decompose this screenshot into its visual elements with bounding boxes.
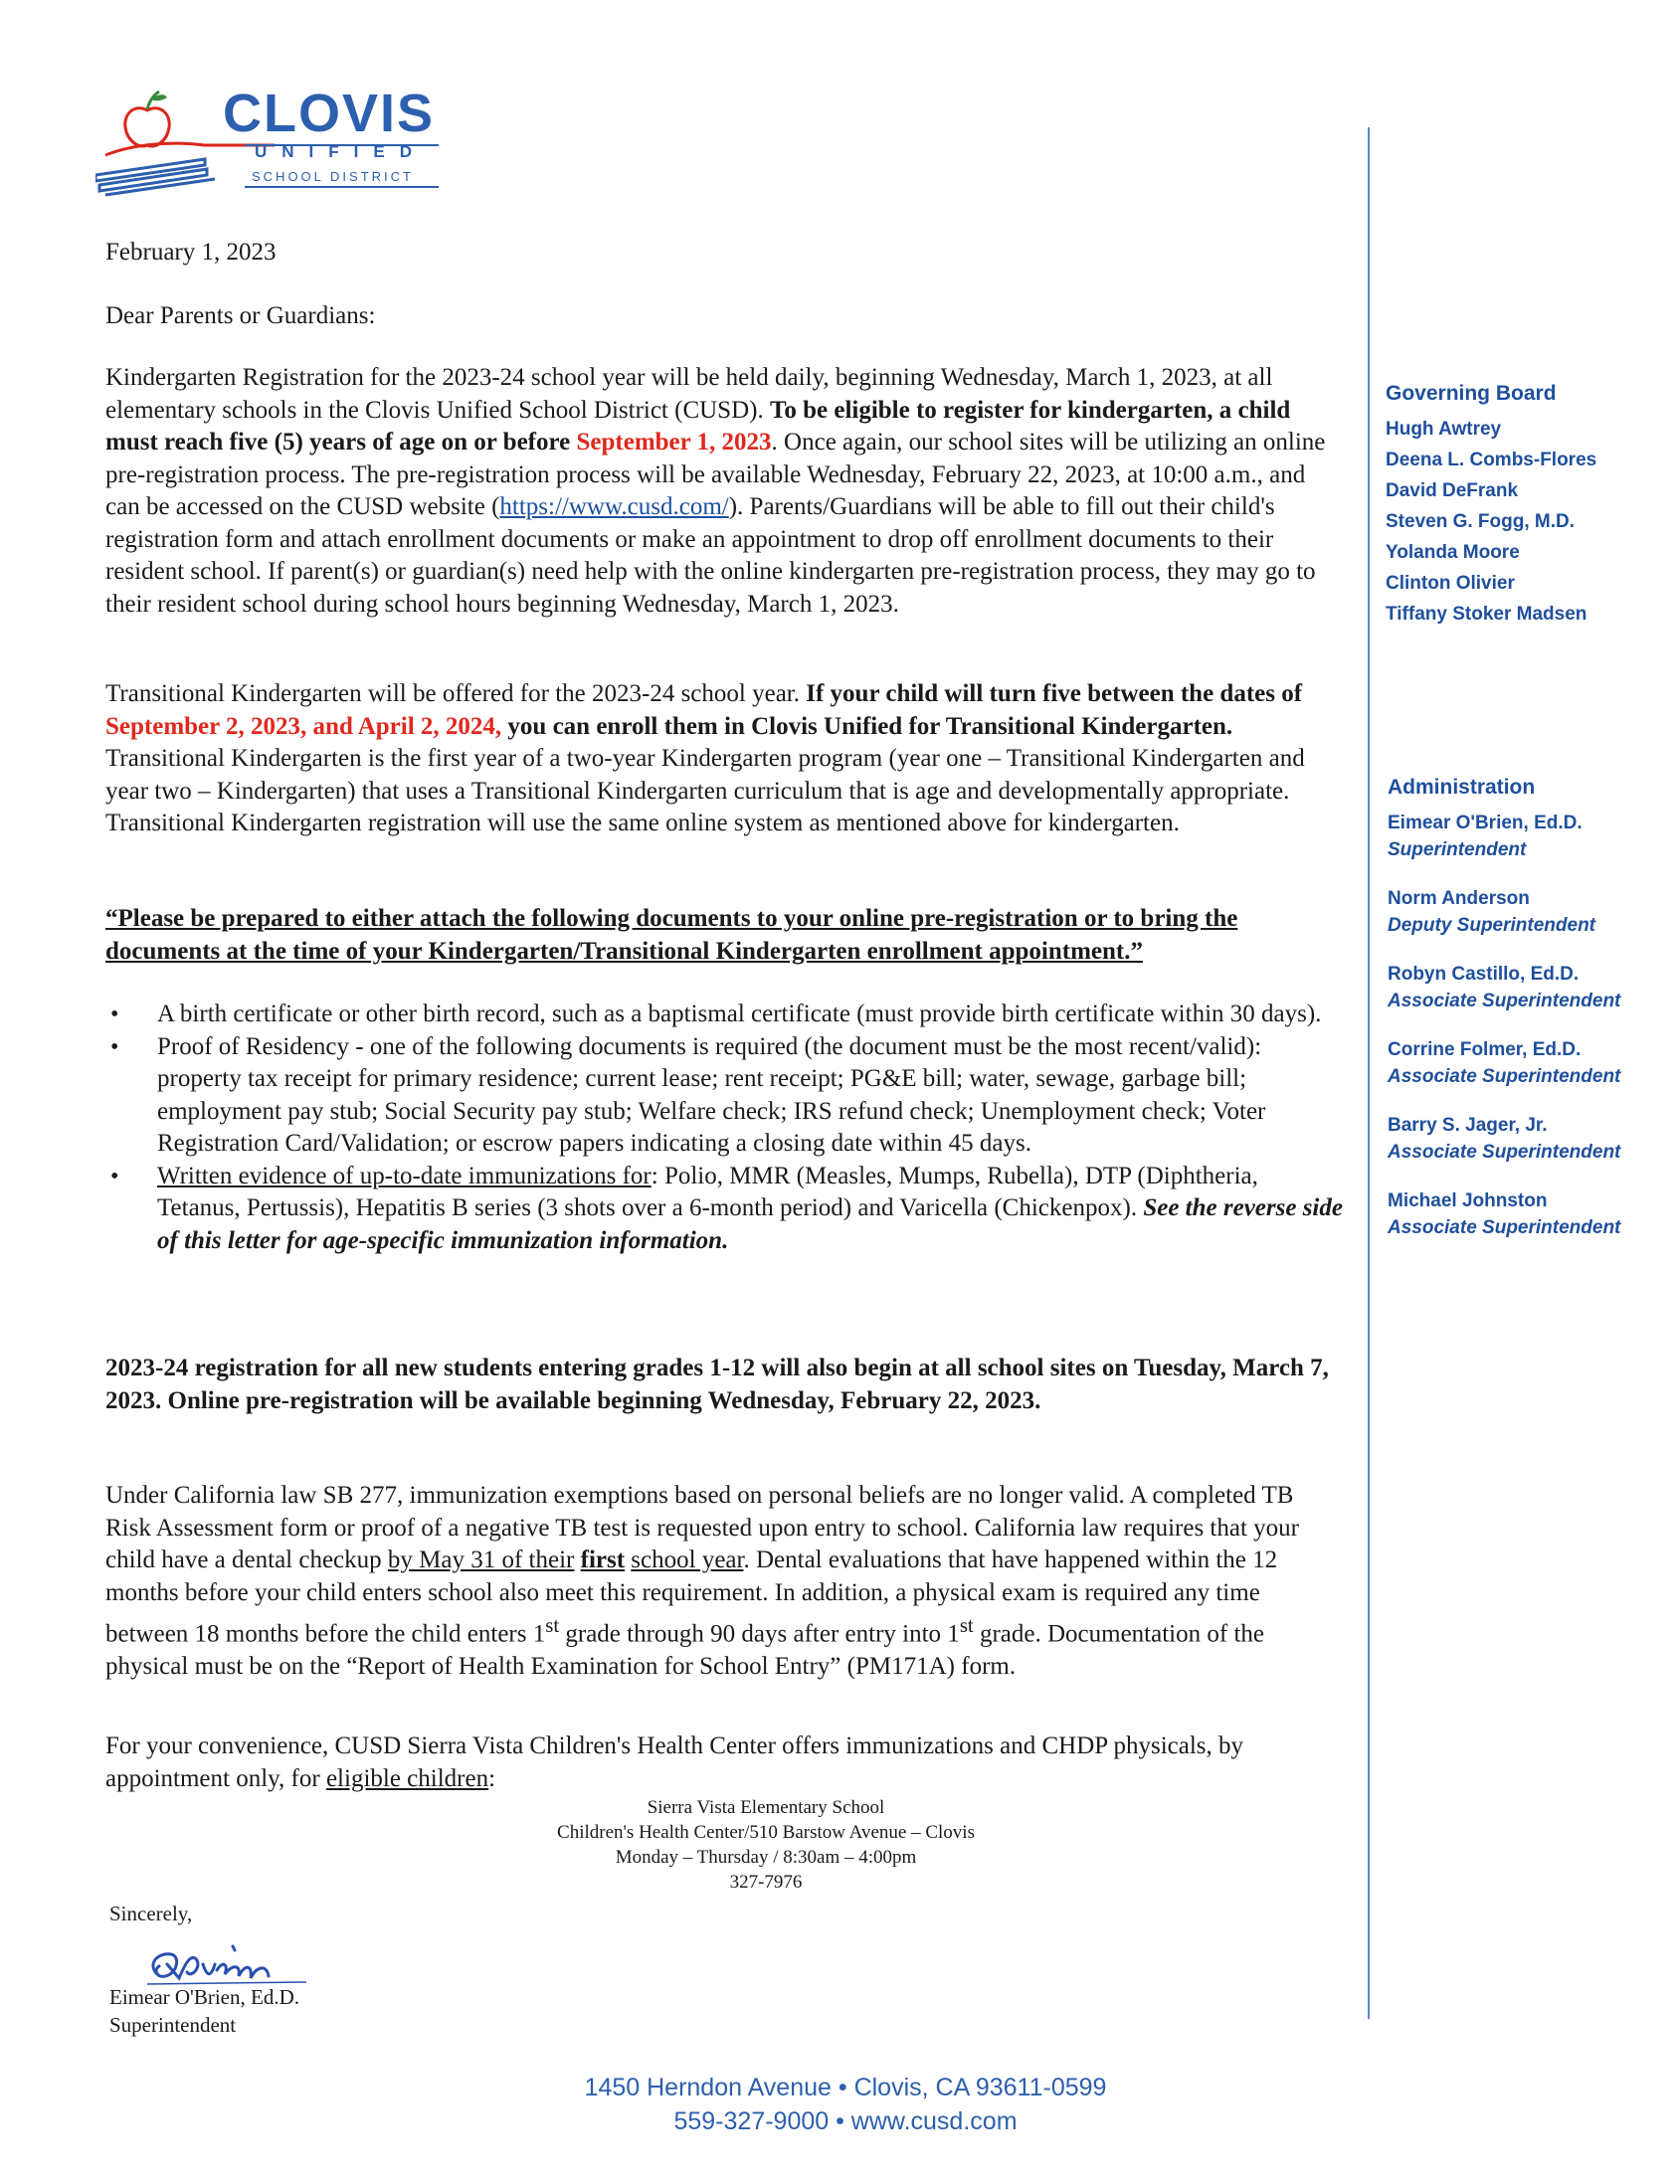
document-requirements-list bbox=[105, 999, 1343, 1257]
admin-title: Associate Superintendent bbox=[1388, 991, 1621, 1011]
p4-sup-2: st bbox=[959, 1613, 974, 1637]
admin-entry bbox=[1388, 961, 1620, 1014]
paragraph-health-requirements bbox=[105, 1480, 1343, 1683]
board-member: Steven G. Fogg, M.D. bbox=[1386, 511, 1576, 532]
p4-sup-1: st bbox=[545, 1613, 560, 1637]
p2-date-range: September 2, 2023, and April 2, 2024, bbox=[105, 712, 502, 740]
p4-underline-1: by May 31 of their bbox=[387, 1547, 575, 1573]
bullet-proof-of-residency: Proof of Residency - one of the following documents is required (the document must be the most recent/valid): property tax receipt for primary residence; current lease; rent receipt; PG&E bill; water, sewage, garbage bill; employment pay stub; Social Security pay stub; Welfare check; IRS refund check; Unemployment check; Voter Registration Card/Validation; or escrow papers indicating a closing date within 45 days. bbox=[157, 1032, 1266, 1157]
logo-unified: UNIFIED bbox=[255, 142, 427, 161]
clinic-school: Sierra Vista Elementary School bbox=[647, 1797, 885, 1818]
p2-bold-d: you can enroll them in Clovis Unified for Transitional Kindergarten. bbox=[507, 712, 1233, 740]
p4-underline-2: school year bbox=[631, 1547, 744, 1573]
board-member: Deena L. Combs-Flores bbox=[1386, 450, 1597, 470]
admin-name: Eimear O'Brien, Ed.D. bbox=[1388, 813, 1583, 833]
admin-heading: Administration bbox=[1388, 776, 1536, 799]
list-item bbox=[105, 1161, 1343, 1258]
p1-text-a: Kindergarten Registration for the 2023-24 school year will be held daily, beginning Wednesday, March 1, 2023, at all elementary schools in the Clovis Unified School District (CUSD). bbox=[105, 364, 1273, 424]
board-member: David DeFrank bbox=[1386, 480, 1519, 501]
apple-icon bbox=[125, 108, 169, 146]
paragraph-health-center bbox=[105, 1730, 1343, 1795]
admin-entry bbox=[1388, 885, 1620, 939]
signer-title: Superintendent bbox=[109, 2013, 237, 2037]
salutation: Dear Parents or Guardians: bbox=[105, 302, 376, 329]
clinic-info bbox=[517, 1795, 1015, 1895]
signer-block bbox=[109, 1983, 299, 2039]
documents-notice: “Please be prepared to either attach the following documents to your online pre-registration or to bring the documents at the time of your Kindergarten/Transitional Kindergarten enrollment appointment.” bbox=[105, 905, 1238, 965]
clinic-phone: 327-7976 bbox=[729, 1872, 803, 1893]
bullet-immunizations: : Polio, MMR (Measles, Mumps, Rubella), DTP (Diphtheria, Tetanus, Pertussis), Hepatitis B series (3 shots over a 6-month period) and Varicella (Chickenpox). bbox=[157, 1162, 1258, 1221]
board-member: Yolanda Moore bbox=[1386, 542, 1520, 563]
admin-entry bbox=[1388, 1112, 1620, 1166]
p4-text-d: grade. Documentation of the physical must be on the “Report of Health Examination for School Entry” (PM171A) form. bbox=[105, 1620, 1264, 1680]
admin-entry bbox=[1388, 1036, 1620, 1090]
bullet-birth-certificate: A birth certificate or other birth record, such as a baptismal certificate (must provide birth certificate within 30 days). bbox=[157, 1001, 1322, 1027]
p1-text-d: . Once again, our school sites will be utilizing an online pre-registration process. The pre-registration process will be available Wednesday, February 22, 2023, at 10:00 a.m., and can be accessed on the CUSD website ( bbox=[105, 429, 1326, 520]
bullet-immunizations-note: See the reverse side of this letter for age-specific immunization information. bbox=[157, 1194, 1343, 1254]
p4-text-b: . Dental evaluations that have happened within the 12 months before your child enters school also meet this requirement. In addition, a physical exam is required any time between 18 months before the child enters 1 bbox=[105, 1547, 1278, 1648]
letter-date: February 1, 2023 bbox=[105, 239, 277, 266]
p2-text-e: Transitional Kindergarten is the first year of a two-year Kindergarten program (year one – Transitional Kindergarten and year two – Kindergarten) that uses a Transitional Kindergarten curriculum that is age and developmentally appropriate. Transitional Kindergarten registration will use the same online system as mentioned above for kindergarten. bbox=[105, 745, 1305, 836]
signer-name: Eimear O'Brien, Ed.D. bbox=[109, 1985, 299, 2009]
paragraph-kindergarten-registration bbox=[105, 362, 1343, 621]
p4-text-a: Under California law SB 277, immunization exemptions based on personal beliefs are no longer valid. A completed TB Risk Assessment form or proof of a negative TB test is requested upon entry to school. California law requires that your child have a dental checkup bbox=[105, 1482, 1299, 1573]
closing: Sincerely, bbox=[109, 1902, 193, 1925]
clinic-hours: Monday – Thursday / 8:30am – 4:00pm bbox=[615, 1847, 917, 1868]
p2-bold-b: If your child will turn five between the dates of bbox=[806, 680, 1303, 707]
cusd-website-link[interactable]: https://www.cusd.com/ bbox=[499, 493, 729, 520]
admin-title: Superintendent bbox=[1388, 839, 1527, 860]
governing-board bbox=[1386, 382, 1596, 630]
p5-text-a: For your convenience, CUSD Sierra Vista Children's Health Center offers immunizations and CHDP physicals, by appointment only, for bbox=[105, 1732, 1244, 1792]
admin-name: Norm Anderson bbox=[1388, 888, 1530, 909]
p1-cutoff-date: September 1, 2023 bbox=[576, 429, 772, 455]
footer bbox=[398, 2071, 1293, 2138]
footer-address: 1450 Herndon Avenue • Clovis, CA 93611-0599 bbox=[584, 2074, 1107, 2101]
p4-text-c: grade through 90 days after entry into 1 bbox=[559, 1620, 960, 1648]
admin-title: Associate Superintendent bbox=[1388, 1142, 1621, 1163]
board-heading: Governing Board bbox=[1386, 382, 1557, 405]
admin-entry bbox=[1388, 810, 1620, 863]
board-member: Tiffany Stoker Madsen bbox=[1386, 604, 1587, 625]
list-item bbox=[105, 999, 1343, 1031]
clinic-address: Children's Health Center/510 Barstow Avenue – Clovis bbox=[557, 1822, 975, 1843]
logo-district: SCHOOL DISTRICT bbox=[252, 169, 414, 184]
p5-text-b: : bbox=[488, 1764, 496, 1792]
paragraph-new-students: 2023-24 registration for all new students entering grades 1-12 will also begin at all school sites on Tuesday, March 7, 2023. Online pre-registration will be available beginning Wednesday, February 22, 2023. bbox=[105, 1355, 1329, 1414]
footer-contact: 559-327-9000 • www.cusd.com bbox=[673, 2107, 1018, 2135]
admin-name: Michael Johnston bbox=[1388, 1190, 1548, 1211]
administration bbox=[1388, 776, 1620, 1263]
sidebar-divider bbox=[1368, 127, 1370, 2019]
p4-underline-first: first bbox=[580, 1547, 626, 1573]
list-item bbox=[105, 1031, 1343, 1161]
p5-eligible-children: eligible children bbox=[325, 1764, 489, 1792]
admin-name: Robyn Castillo, Ed.D. bbox=[1388, 964, 1580, 985]
board-member: Clinton Olivier bbox=[1386, 573, 1515, 594]
board-member: Hugh Awtrey bbox=[1386, 419, 1502, 440]
paragraph-transitional-kindergarten bbox=[105, 678, 1343, 840]
logo-name: CLOVIS bbox=[223, 84, 436, 143]
admin-name: Corrine Folmer, Ed.D. bbox=[1388, 1039, 1582, 1060]
admin-title: Associate Superintendent bbox=[1388, 1217, 1621, 1238]
p1-eligibility-bold: To be eligible to register for kindergarten, a child must reach five (5) years of age on or before bbox=[105, 396, 1291, 455]
admin-name: Barry S. Jager, Jr. bbox=[1388, 1115, 1548, 1136]
bullet-immunizations-heading: Written evidence of up-to-date immunizations for bbox=[157, 1162, 652, 1189]
p1-text-e: ). Parents/Guardians will be able to fill out their child's registration form and attach enrollment documents or make an appointment to drop off enrollment documents to their resident school. If parent(s) or guardian(s) need help with the online kindergarten pre-registration process, they may go to their resident school during school hours beginning Wednesday, March 1, 2023. bbox=[105, 493, 1316, 618]
admin-title: Associate Superintendent bbox=[1388, 1066, 1621, 1087]
p2-text-a: Transitional Kindergarten will be offered for the 2023-24 school year. bbox=[105, 680, 800, 707]
admin-entry bbox=[1388, 1187, 1620, 1241]
admin-title: Deputy Superintendent bbox=[1388, 915, 1596, 936]
